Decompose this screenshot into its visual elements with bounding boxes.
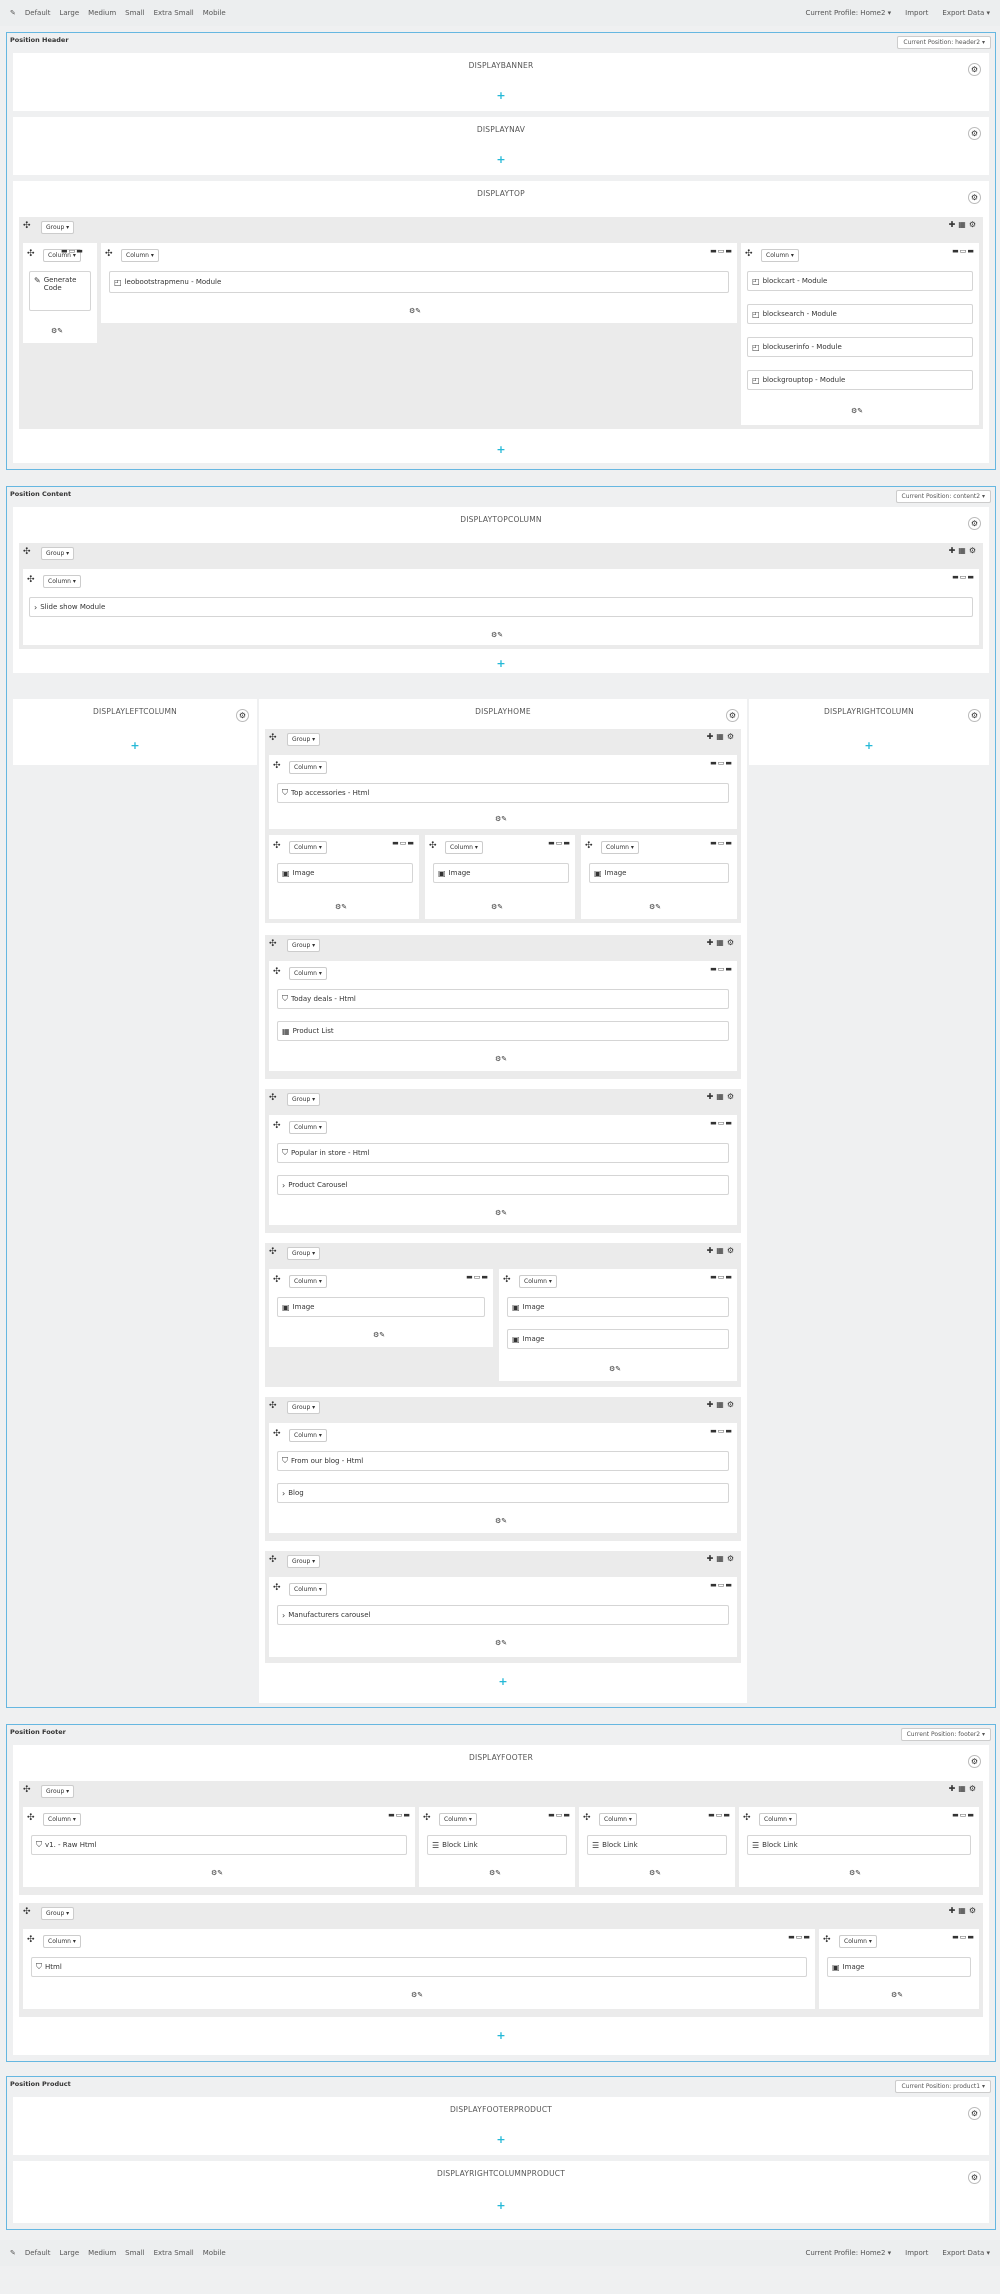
position-title: Position Content — [10, 490, 72, 498]
widget-manufacturers[interactable] — [277, 1605, 729, 1625]
column-actions[interactable]: ▬▭▬ — [466, 1273, 489, 1281]
move-icon[interactable]: ✣ — [269, 939, 277, 949]
position-product — [6, 2076, 996, 2230]
column — [579, 1807, 735, 1887]
column-actions[interactable]: ▬▭▬ — [392, 839, 415, 847]
column-dropdown[interactable]: Column ▾ — [43, 249, 81, 262]
widget-label: Image — [522, 1335, 545, 1343]
hook-displaybanner — [13, 53, 989, 111]
plus-icon[interactable]: + — [496, 657, 506, 670]
gear-edit-icons[interactable]: ⚙✎ — [495, 1517, 508, 1525]
widget-product-carousel[interactable] — [277, 1175, 729, 1195]
move-icon[interactable]: ✣ — [27, 1935, 35, 1945]
device-medium[interactable]: Medium — [88, 2249, 117, 2257]
move-icon[interactable]: ✣ — [23, 1785, 31, 1795]
column-actions[interactable]: ▬▭▬ — [952, 1933, 975, 1941]
gear-edit-icons[interactable]: ⚙✎ — [609, 1365, 622, 1373]
widget-image[interactable] — [277, 1297, 485, 1317]
html5-icon: ⛉ — [36, 1962, 42, 1971]
column — [23, 569, 979, 645]
column-actions[interactable]: ▬▭▬ — [710, 1273, 733, 1281]
plus-icon[interactable]: + — [498, 1675, 508, 1688]
widget-blockuserinfo[interactable] — [747, 337, 973, 357]
gear-icon[interactable]: ⚙ — [236, 709, 249, 722]
move-icon[interactable]: ✣ — [269, 1247, 277, 1257]
gear-edit-icons[interactable]: ⚙✎ — [495, 1639, 508, 1647]
group-dropdown[interactable]: Group ▾ — [287, 1247, 320, 1260]
hook-title: DISPLAYHOME — [475, 707, 531, 716]
gear-icon[interactable]: ⚙ — [968, 709, 981, 722]
widget-label: Slide show Module — [40, 603, 106, 611]
position-content — [6, 486, 996, 1708]
move-icon[interactable]: ✣ — [823, 1935, 831, 1945]
widget-generate-code[interactable] — [29, 271, 91, 311]
column-dropdown[interactable]: Column ▾ — [599, 1813, 637, 1826]
column-dropdown[interactable]: Column ▾ — [289, 841, 327, 854]
grid-icon: ▦ — [282, 1026, 290, 1036]
widget-image[interactable] — [827, 1957, 971, 1977]
widget-html[interactable] — [277, 989, 729, 1009]
group — [19, 217, 983, 429]
code-icon: ✎ — [34, 276, 41, 285]
column-dropdown[interactable]: Column ▾ — [289, 967, 327, 980]
group-dropdown[interactable]: Group ▾ — [287, 1093, 320, 1106]
widget-label: Manufacturers carousel — [288, 1611, 371, 1619]
column — [819, 1929, 979, 2009]
widget-label: blocksearch - Module — [762, 310, 837, 318]
widget-block-link[interactable] — [587, 1835, 727, 1855]
gear-edit-icons[interactable]: ⚙✎ — [489, 1869, 502, 1877]
move-icon[interactable]: ✣ — [27, 249, 35, 259]
column-actions[interactable]: ▬▭▬ — [952, 573, 975, 581]
widget-label: Image — [292, 869, 315, 877]
device-extra-small[interactable]: Extra Small — [153, 2249, 194, 2257]
position-footer — [6, 1724, 996, 2062]
widget-label: Product List — [292, 1027, 334, 1035]
group — [19, 543, 983, 649]
gear-edit-icons[interactable]: ⚙✎ — [649, 903, 662, 911]
widget-label: Product Carousel — [288, 1181, 348, 1189]
module-icon: ◰ — [752, 375, 760, 385]
pencil-icon[interactable]: ✎ — [10, 9, 16, 17]
hook-displayfooterproduct — [13, 2097, 989, 2155]
gear-icon[interactable]: ⚙ — [968, 1755, 981, 1768]
export-button[interactable]: Export Data ▾ — [942, 9, 990, 17]
move-icon[interactable]: ✣ — [27, 575, 35, 585]
column-dropdown[interactable]: Column ▾ — [121, 249, 159, 262]
group-actions[interactable]: ✚▦⚙ — [948, 1784, 979, 1793]
move-icon[interactable]: ✣ — [585, 841, 593, 851]
widget-image[interactable] — [589, 863, 729, 883]
column-dropdown[interactable]: Column ▾ — [519, 1275, 557, 1288]
column — [101, 243, 737, 323]
column — [269, 1115, 737, 1225]
column-actions[interactable]: ▬▭▬ — [710, 839, 733, 847]
group-actions[interactable]: ✚▦⚙ — [706, 1554, 737, 1563]
list-icon: ☰ — [752, 1840, 760, 1850]
hook-title: DISPLAYFOOTERPRODUCT — [449, 2105, 553, 2114]
widget-blocksearch[interactable] — [747, 304, 973, 324]
device-default[interactable]: Default — [24, 2249, 51, 2257]
group-actions[interactable]: ✚▦⚙ — [948, 220, 979, 229]
image-icon: ▣ — [512, 1302, 520, 1312]
widget-label: v1. - Raw Html — [45, 1841, 97, 1849]
column — [269, 1423, 737, 1533]
hook-title: DISPLAYFOOTER — [468, 1753, 533, 1762]
hook-displaytop — [13, 181, 989, 463]
column-actions[interactable]: ▬▭▬ — [388, 1811, 411, 1819]
column-dropdown[interactable]: Column ▾ — [289, 1583, 327, 1596]
widget-label: Image — [604, 869, 627, 877]
move-icon[interactable]: ✣ — [23, 221, 31, 231]
column-actions[interactable]: ▬▭▬ — [708, 1811, 731, 1819]
group-actions[interactable]: ✚▦⚙ — [948, 1906, 979, 1915]
gear-icon[interactable]: ⚙ — [968, 191, 981, 204]
hook-displaynav — [13, 117, 989, 175]
move-icon[interactable]: ✣ — [105, 249, 113, 259]
gear-icon[interactable]: ⚙ — [726, 709, 739, 722]
module-icon: ◰ — [752, 276, 760, 286]
column-dropdown[interactable]: Column ▾ — [43, 575, 81, 588]
current-position-dropdown[interactable]: Current Position: footer2 ▾ — [901, 1728, 991, 1741]
import-button[interactable]: Import — [905, 9, 929, 17]
image-icon: ▣ — [512, 1334, 520, 1344]
gear-edit-icons[interactable]: ⚙✎ — [851, 407, 864, 415]
gear-edit-icons[interactable]: ⚙✎ — [335, 903, 348, 911]
widget-blockgrouptop[interactable] — [747, 370, 973, 390]
chevron-right-icon: › — [282, 1180, 286, 1190]
group-actions[interactable]: ✚▦⚙ — [706, 938, 737, 947]
group-dropdown[interactable]: Group ▾ — [287, 1555, 320, 1568]
html5-icon: ⛉ — [282, 788, 288, 797]
widget-label: blockgrouptop - Module — [762, 376, 846, 384]
column-dropdown[interactable]: Column ▾ — [839, 1935, 877, 1948]
hook-displayfooter — [13, 1745, 989, 2055]
column-dropdown[interactable]: Column ▾ — [43, 1935, 81, 1948]
group — [19, 1903, 983, 2017]
widget-html[interactable] — [277, 1143, 729, 1163]
column — [425, 835, 575, 919]
widget-label: Top accessories - Html — [291, 789, 370, 797]
gear-edit-icons[interactable]: ⚙✎ — [491, 903, 504, 911]
group — [265, 1243, 741, 1387]
widget-label: From our blog - Html — [291, 1457, 364, 1465]
image-icon: ▣ — [594, 868, 602, 878]
list-icon: ☰ — [592, 1840, 600, 1850]
move-icon[interactable]: ✣ — [743, 1813, 751, 1823]
group-actions[interactable]: ✚▦⚙ — [706, 1092, 737, 1101]
chevron-right-icon: › — [282, 1610, 286, 1620]
column — [269, 755, 737, 829]
html5-icon: ⛉ — [282, 1456, 288, 1465]
plus-icon[interactable]: + — [496, 2133, 506, 2146]
widget-label: Block Link — [442, 1841, 478, 1849]
widget-label: leobootstrapmenu - Module — [124, 278, 222, 286]
device-small[interactable]: Small — [125, 2249, 145, 2257]
gear-edit-icons[interactable]: ⚙✎ — [409, 307, 422, 315]
html5-icon: ⛉ — [282, 994, 288, 1003]
widget-label: Html — [45, 1963, 62, 1971]
column — [23, 1807, 415, 1887]
widget-block-link[interactable] — [747, 1835, 971, 1855]
move-icon[interactable]: ✣ — [27, 1813, 35, 1823]
module-icon: ◰ — [114, 277, 122, 287]
widget-label: Blog — [288, 1489, 304, 1497]
group-actions[interactable]: ✚▦⚙ — [706, 1400, 737, 1409]
widget-label: Image — [522, 1303, 545, 1311]
widget-image[interactable] — [433, 863, 569, 883]
move-icon[interactable]: ✣ — [583, 1813, 591, 1823]
widget-label: blockuserinfo - Module — [762, 343, 842, 351]
widget-image[interactable] — [277, 863, 413, 883]
column — [739, 1807, 979, 1887]
image-icon: ▣ — [832, 1962, 840, 1972]
widget-raw-html[interactable] — [31, 1835, 407, 1855]
widget-html[interactable] — [31, 1957, 807, 1977]
column-dropdown[interactable]: Column ▾ — [601, 841, 639, 854]
profile-dropdown[interactable]: Current Profile: Home2 ▾ — [805, 2249, 892, 2257]
widget-label: Block Link — [762, 1841, 798, 1849]
group — [19, 1781, 983, 1895]
device-mobile[interactable]: Mobile — [202, 9, 226, 17]
position-header — [6, 32, 996, 470]
column-actions[interactable]: ▬▭▬ — [61, 247, 84, 255]
plus-icon[interactable]: + — [496, 443, 506, 456]
widget-label: Today deals - Html — [291, 995, 356, 1003]
widget-slideshow[interactable] — [29, 597, 973, 617]
widget-block-link[interactable] — [427, 1835, 567, 1855]
column-actions[interactable]: ▬▭▬ — [548, 839, 571, 847]
move-icon[interactable]: ✣ — [269, 1555, 277, 1565]
top-toolbar — [0, 0, 1000, 26]
column — [269, 1269, 493, 1347]
move-icon[interactable]: ✣ — [273, 967, 281, 977]
gear-edit-icons[interactable]: ⚙✎ — [373, 1331, 386, 1339]
hook-title: DISPLAYBANNER — [468, 61, 534, 70]
gear-icon[interactable]: ⚙ — [968, 63, 981, 76]
bottom-toolbar — [0, 2240, 1000, 2266]
move-icon[interactable]: ✣ — [273, 761, 281, 771]
move-icon[interactable]: ✣ — [269, 1401, 277, 1411]
hook-title: DISPLAYTOP — [477, 189, 525, 198]
device-medium[interactable]: Medium — [88, 9, 117, 17]
column — [269, 835, 419, 919]
widget-html[interactable] — [277, 1451, 729, 1471]
widget-label: Generate Code — [43, 276, 77, 292]
column-actions[interactable]: ▬▭▬ — [710, 759, 733, 767]
move-icon[interactable]: ✣ — [503, 1275, 511, 1285]
hook-displayrightcolumnproduct — [13, 2161, 989, 2223]
widget-image[interactable] — [507, 1329, 729, 1349]
column — [23, 1929, 815, 2009]
column-dropdown[interactable]: Column ▾ — [445, 841, 483, 854]
plus-icon[interactable]: + — [496, 2029, 506, 2042]
column — [269, 1577, 737, 1657]
hook-title: DISPLAYRIGHTCOLUMNPRODUCT — [436, 2169, 565, 2178]
device-large[interactable]: Large — [59, 2249, 80, 2257]
group-dropdown[interactable]: Group ▾ — [41, 221, 74, 234]
widget-html[interactable] — [277, 783, 729, 803]
gear-edit-icons[interactable]: ⚙✎ — [495, 815, 508, 823]
widget-label: blockcart - Module — [762, 277, 828, 285]
group-dropdown[interactable]: Group ▾ — [287, 939, 320, 952]
hook-title: DISPLAYLEFTCOLUMN — [93, 707, 177, 716]
column-actions[interactable]: ▬▭▬ — [788, 1933, 811, 1941]
column-dropdown[interactable]: Column ▾ — [289, 1429, 327, 1442]
plus-icon[interactable]: + — [864, 739, 874, 752]
move-icon[interactable]: ✣ — [423, 1813, 431, 1823]
hook-title: DISPLAYTOPCOLUMN — [460, 515, 542, 524]
gear-icon[interactable]: ⚙ — [968, 127, 981, 140]
gear-icon[interactable]: ⚙ — [968, 517, 981, 530]
image-icon: ▣ — [282, 1302, 290, 1312]
gear-edit-icons[interactable]: ⚙✎ — [495, 1055, 508, 1063]
gear-icon[interactable]: ⚙ — [968, 2171, 981, 2184]
gear-edit-icons[interactable]: ⚙✎ — [649, 1869, 662, 1877]
device-large[interactable]: Large — [59, 9, 80, 17]
hook-title: DISPLAYRIGHTCOLUMN — [824, 707, 914, 716]
position-title: Position Product — [10, 2080, 71, 2088]
move-icon[interactable]: ✣ — [273, 1275, 281, 1285]
group-dropdown[interactable]: Group ▾ — [41, 547, 74, 560]
column-dropdown[interactable]: Column ▾ — [439, 1813, 477, 1826]
move-icon[interactable]: ✣ — [273, 1429, 281, 1439]
hook-displayleftcolumn — [13, 699, 257, 765]
device-mobile[interactable]: Mobile — [202, 2249, 226, 2257]
group — [265, 1089, 741, 1233]
device-default[interactable]: Default — [24, 9, 51, 17]
move-icon[interactable]: ✣ — [273, 1121, 281, 1131]
column-actions[interactable]: ▬▭▬ — [710, 247, 733, 255]
current-position-dropdown[interactable]: Current Position: product1 ▾ — [895, 2080, 991, 2093]
column — [581, 835, 737, 919]
group — [265, 935, 741, 1079]
column-actions[interactable]: ▬▭▬ — [710, 1119, 733, 1127]
move-icon[interactable]: ✣ — [745, 249, 753, 259]
move-icon[interactable]: ✣ — [23, 547, 31, 557]
device-extra-small[interactable]: Extra Small — [153, 9, 194, 17]
device-small[interactable]: Small — [125, 9, 145, 17]
chevron-right-icon: › — [282, 1488, 286, 1498]
column-dropdown[interactable]: Column ▾ — [43, 1813, 81, 1826]
widget-label: Image — [448, 869, 471, 877]
column — [269, 961, 737, 1071]
column — [741, 243, 979, 425]
gear-edit-icons[interactable]: ⚙✎ — [411, 1991, 424, 1999]
group-dropdown[interactable]: Group ▾ — [41, 1907, 74, 1920]
current-position-dropdown[interactable]: Current Position: content2 ▾ — [896, 490, 991, 503]
move-icon[interactable]: ✣ — [23, 1907, 31, 1917]
column — [419, 1807, 575, 1887]
column-actions[interactable]: ▬▭▬ — [710, 965, 733, 973]
column-actions[interactable]: ▬▭▬ — [548, 1811, 571, 1819]
group — [265, 1551, 741, 1663]
hook-title: DISPLAYNAV — [476, 125, 526, 134]
widget-label: Popular in store - Html — [291, 1149, 370, 1157]
current-position-dropdown[interactable]: Current Position: header2 ▾ — [897, 36, 991, 49]
widget-blockcart[interactable] — [747, 271, 973, 291]
hook-displayhome — [259, 699, 747, 1703]
column-dropdown[interactable]: Column ▾ — [289, 1275, 327, 1288]
column-dropdown[interactable]: Column ▾ — [761, 249, 799, 262]
image-icon: ▣ — [438, 868, 446, 878]
move-icon[interactable]: ✣ — [273, 1583, 281, 1593]
gear-edit-icons[interactable]: ⚙✎ — [495, 1209, 508, 1217]
plus-icon[interactable]: + — [496, 89, 506, 102]
column-dropdown[interactable]: Column ▾ — [289, 761, 327, 774]
group-actions[interactable]: ✚▦⚙ — [706, 732, 737, 741]
gear-edit-icons[interactable]: ⚙✎ — [51, 327, 64, 335]
html5-icon: ⛉ — [36, 1840, 42, 1849]
widget-label: Block Link — [602, 1841, 638, 1849]
column-actions[interactable]: ▬▭▬ — [952, 1811, 975, 1819]
column — [499, 1269, 737, 1381]
widget-product-list[interactable] — [277, 1021, 729, 1041]
gear-edit-icons[interactable]: ⚙✎ — [891, 1991, 904, 1999]
column-dropdown[interactable]: Column ▾ — [759, 1813, 797, 1826]
image-icon: ▣ — [282, 868, 290, 878]
group — [265, 729, 741, 923]
hook-displayrightcolumn — [749, 699, 989, 765]
move-icon[interactable]: ✣ — [273, 841, 281, 851]
plus-icon[interactable]: + — [130, 739, 140, 752]
module-icon: ◰ — [752, 309, 760, 319]
gear-edit-icons[interactable]: ⚙✎ — [491, 631, 504, 639]
move-icon[interactable]: ✣ — [429, 841, 437, 851]
pencil-icon[interactable]: ✎ — [10, 2249, 16, 2257]
widget-label: Image — [842, 1963, 865, 1971]
column-actions[interactable]: ▬▭▬ — [710, 1581, 733, 1589]
html5-icon: ⛉ — [282, 1148, 288, 1157]
widget-leobootstrapmenu[interactable] — [109, 271, 729, 293]
gear-icon[interactable]: ⚙ — [968, 2107, 981, 2120]
gear-edit-icons[interactable]: ⚙✎ — [211, 1869, 224, 1877]
move-icon[interactable]: ✣ — [269, 1093, 277, 1103]
import-button[interactable]: Import — [905, 2249, 929, 2257]
column — [23, 243, 97, 343]
gear-edit-icons[interactable]: ⚙✎ — [849, 1869, 862, 1877]
chevron-right-icon: › — [34, 602, 38, 612]
position-title: Position Footer — [10, 1728, 66, 1736]
group-dropdown[interactable]: Group ▾ — [287, 733, 320, 746]
module-icon: ◰ — [752, 342, 760, 352]
group-actions[interactable]: ✚▦⚙ — [706, 1246, 737, 1255]
widget-label: Image — [292, 1303, 315, 1311]
move-icon[interactable]: ✣ — [269, 733, 277, 743]
widget-blog[interactable] — [277, 1483, 729, 1503]
group-dropdown[interactable]: Group ▾ — [41, 1785, 74, 1798]
list-icon: ☰ — [432, 1840, 440, 1850]
plus-icon[interactable]: + — [496, 153, 506, 166]
profile-dropdown[interactable]: Current Profile: Home2 ▾ — [805, 9, 892, 17]
export-button[interactable]: Export Data ▾ — [942, 2249, 990, 2257]
column-actions[interactable]: ▬▭▬ — [710, 1427, 733, 1435]
column-dropdown[interactable]: Column ▾ — [289, 1121, 327, 1134]
column-actions[interactable]: ▬▭▬ — [952, 247, 975, 255]
group — [265, 1397, 741, 1541]
group-actions[interactable]: ✚▦⚙ — [948, 546, 979, 555]
plus-icon[interactable]: + — [496, 2199, 506, 2212]
group-dropdown[interactable]: Group ▾ — [287, 1401, 320, 1414]
position-title: Position Header — [10, 36, 69, 44]
widget-image[interactable] — [507, 1297, 729, 1317]
hook-displaytopcolumn — [13, 507, 989, 673]
